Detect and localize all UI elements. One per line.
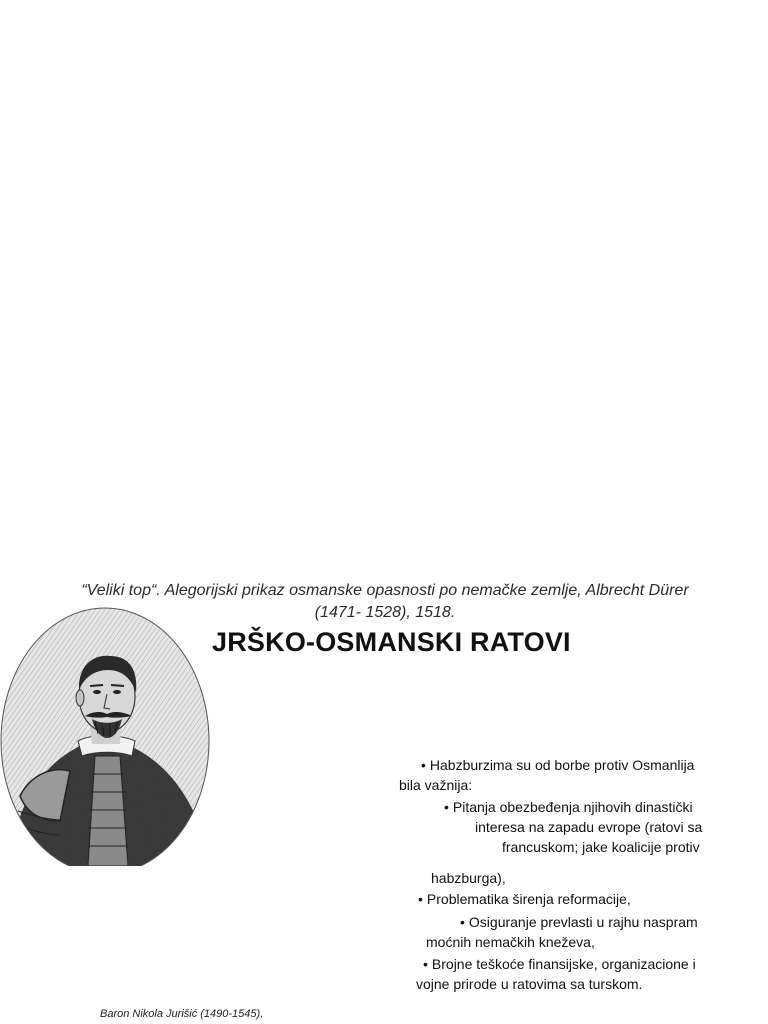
bullet-text-continuation: moćnih nemačkih kneževa,	[426, 934, 595, 950]
bullet-text-continuation: habzburga),	[431, 870, 506, 886]
bullet-text-continuation: bila važnija:	[399, 777, 473, 793]
bullet-marker: •	[418, 891, 423, 907]
bullet-item	[423, 955, 696, 973]
bullet-text: Osiguranje prevlasti u rajhu naspram	[468, 914, 698, 930]
bullet-marker: •	[444, 799, 449, 815]
page-title: JRŠKO-OSMANSKI RATOVI	[212, 627, 571, 657]
bullet-text-continuation: vojne prirode u ratovima sa turskom.	[416, 976, 643, 992]
bullet-marker: •	[421, 757, 426, 773]
bullet-text: Problematika širenja reformacije,	[426, 891, 631, 907]
bullet-marker: •	[460, 914, 465, 930]
portrait-image	[0, 606, 214, 866]
bullet-item	[460, 913, 698, 931]
portrait-caption: Baron Nikola Jurišić (1490-1545),	[100, 1008, 264, 1020]
bullet-text: Habzburzima su od borbe protiv Osmanlija	[429, 757, 695, 773]
portrait-engraving	[0, 606, 214, 866]
bullet-text-continuation: francuskom; jake koalicije protiv	[502, 839, 700, 855]
bullet-text: Pitanja obezbeđenja njihovih dinastički	[452, 799, 693, 815]
bullet-marker: •	[423, 956, 428, 972]
bullet-item	[444, 798, 693, 816]
bullet-text-continuation: interesa na zapadu evrope (ratovi sa	[475, 819, 703, 835]
image-caption-line-2: (1471- 1528), 1518.	[314, 604, 456, 621]
bullet-item	[421, 756, 694, 774]
bullet-text: Brojne teškoće finansijske, organizacione i	[431, 956, 696, 972]
bullet-item	[418, 890, 631, 908]
image-caption-line-1: “Veliki top“. Alegorijski prikaz osmanske opasnosti po nemačke zemlje, Albrecht Dürer	[81, 582, 689, 599]
